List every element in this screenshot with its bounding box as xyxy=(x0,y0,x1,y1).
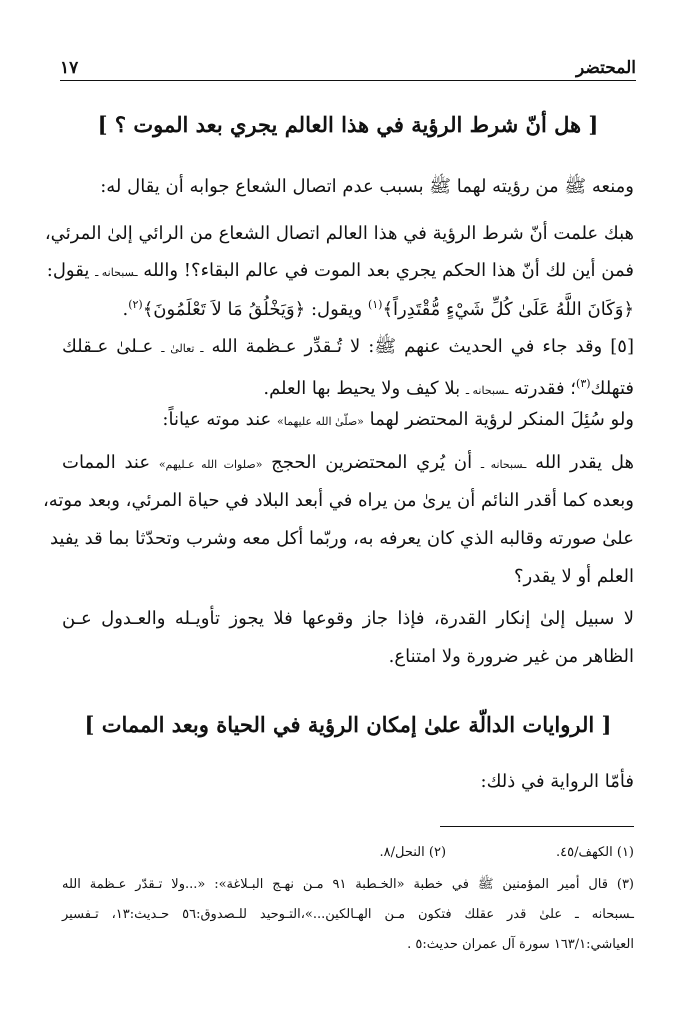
text-line-3-main: فمن أين لك أنّ هذا الحكم يجري بعد الموت في عالم البقاء؟! والله xyxy=(143,260,634,281)
text-line-12: لا سبيل إلىٰ إنكار القدرة، فإذا جاز وقوعها فلا يجوز تأويـله والعـدول عـن xyxy=(62,608,634,629)
text-line-9: وبعده كما أقدر النائم أن يرىٰ من يراه في أبعد البلاد في حياة المرئي، وبعد موته، xyxy=(42,490,634,511)
subhanahu-note: ـسبحانه ـ xyxy=(95,266,138,279)
text-line-13: الظاهر من غير ضرورة ولا امتناع. xyxy=(388,646,634,667)
text-line-10: علىٰ صورته وقالبه الذي كان يعرفه به، وربّما أكل معه وشرب وتحدّثا بما قد يفيد xyxy=(49,528,634,549)
running-head xyxy=(60,52,636,78)
qudratuhu-word: ؛ فقدرته xyxy=(514,378,577,399)
salawat-note: «صلوات الله عـليهم» xyxy=(158,458,263,471)
subhanahu-note-2: ـسبحانه ـ xyxy=(465,384,509,397)
text-line-6-end: بلا كيف ولا يحيط بها العلم. xyxy=(263,378,461,399)
footnote-2: (٢) النحل/٨. xyxy=(379,845,447,860)
text-line-8-start: هل يقدر الله xyxy=(535,452,634,473)
footnote-ref-3: (٣) xyxy=(576,377,591,390)
text-line-8 xyxy=(62,448,634,480)
and-he-says: ويقول: xyxy=(305,299,368,320)
footnote-3-line-1: (٣) قال أمير المؤمنين ﷺ في خطبة «الخـطبة ٩١ مـن نهـج البـلاغة»: «...ولا تـقدّر عـظمة الله xyxy=(62,877,634,892)
footnote-3-line-3: العياشي:١٦٣/١ سورة آل عمران حديث:٥ . xyxy=(407,937,634,952)
period-mark: . xyxy=(122,299,129,320)
fatahlik-word: فتهلك xyxy=(590,378,634,399)
footnote-ref-1: (١) xyxy=(367,298,383,311)
header-rule xyxy=(60,80,636,81)
text-line-8-end: عند الممات xyxy=(62,452,151,473)
section-heading-2: [ الروايات الدالّة علىٰ إمكان الرؤية في الحياة وبعد الممات ] xyxy=(84,712,612,737)
salla-alayhima-note: «صلّىٰ الله عليهما» xyxy=(277,415,364,428)
footnote-rule xyxy=(440,826,634,827)
text-line-5-end: عـلىٰ عـقلك xyxy=(62,336,154,357)
running-title: المحتضر xyxy=(576,58,636,78)
text-line-1: ومنعه ﷺ من رؤيته لهما ﷺ بسبب عدم اتصال الشعاع جوابه أن يقال له: xyxy=(100,176,634,197)
text-line-8-mid: أن يُري المحتضرين الحجج xyxy=(271,452,473,473)
footnote-ref-2: (٢) xyxy=(128,298,143,311)
text-line-5-main: [٥] وقد جاء في الحديث عنهم ﷺ: لا تُـقدِّر عـظمة الله xyxy=(211,336,634,357)
footnote-row-1 xyxy=(62,842,634,864)
section-heading-1: [ هل أنّ شرط الرؤية في هذا العالم يجري بعد الموت ؟ ] xyxy=(97,112,599,137)
text-line-14: فأمّا الرواية في ذلك: xyxy=(480,771,634,792)
text-line-4 xyxy=(62,290,634,325)
text-line-7-end: عند موته عياناً: xyxy=(162,409,272,430)
text-line-2: هبك علمت أنّ شرط الرؤية في هذا العالم اتصال الشعاع من الرائي إلىٰ المرئي، xyxy=(44,223,634,244)
footnote-3-line-2: ـسبحانه ـ علىٰ قدر عقلك فتكون مـن الهـالكين...»،التـوحيد للـصدوق:٥٦ حـديث:١٣، تـفسير xyxy=(62,907,634,922)
quran-verse-2: ﴿وَيَخْلُقُ مَا لاَ تَعْلَمُونَ﴾ xyxy=(142,299,306,320)
text-line-6 xyxy=(62,369,634,406)
quran-verse-1: ﴿وَكَانَ اللَّهُ عَلَىٰ كُلِّ شَيْءٍ مُّقْتَدِراً﴾ xyxy=(382,299,634,320)
footnote-1: (١) الكهف/٤٥. xyxy=(556,845,634,860)
text-line-3 xyxy=(46,256,634,288)
taala-note: ـ تعالىٰ ـ xyxy=(161,342,204,355)
text-line-7 xyxy=(62,405,634,437)
yaqul-word: يقول: xyxy=(46,260,96,281)
text-line-7-main: ولو سُئِلَ المنكر لرؤية المحتضر لهما xyxy=(369,409,634,430)
text-line-11: العلم أو لا يقدر؟ xyxy=(513,566,634,587)
text-line-5 xyxy=(62,332,634,364)
page-number: ١٧ xyxy=(60,58,79,78)
subhanahu-note-3: ـسبحانه ـ xyxy=(480,458,527,471)
